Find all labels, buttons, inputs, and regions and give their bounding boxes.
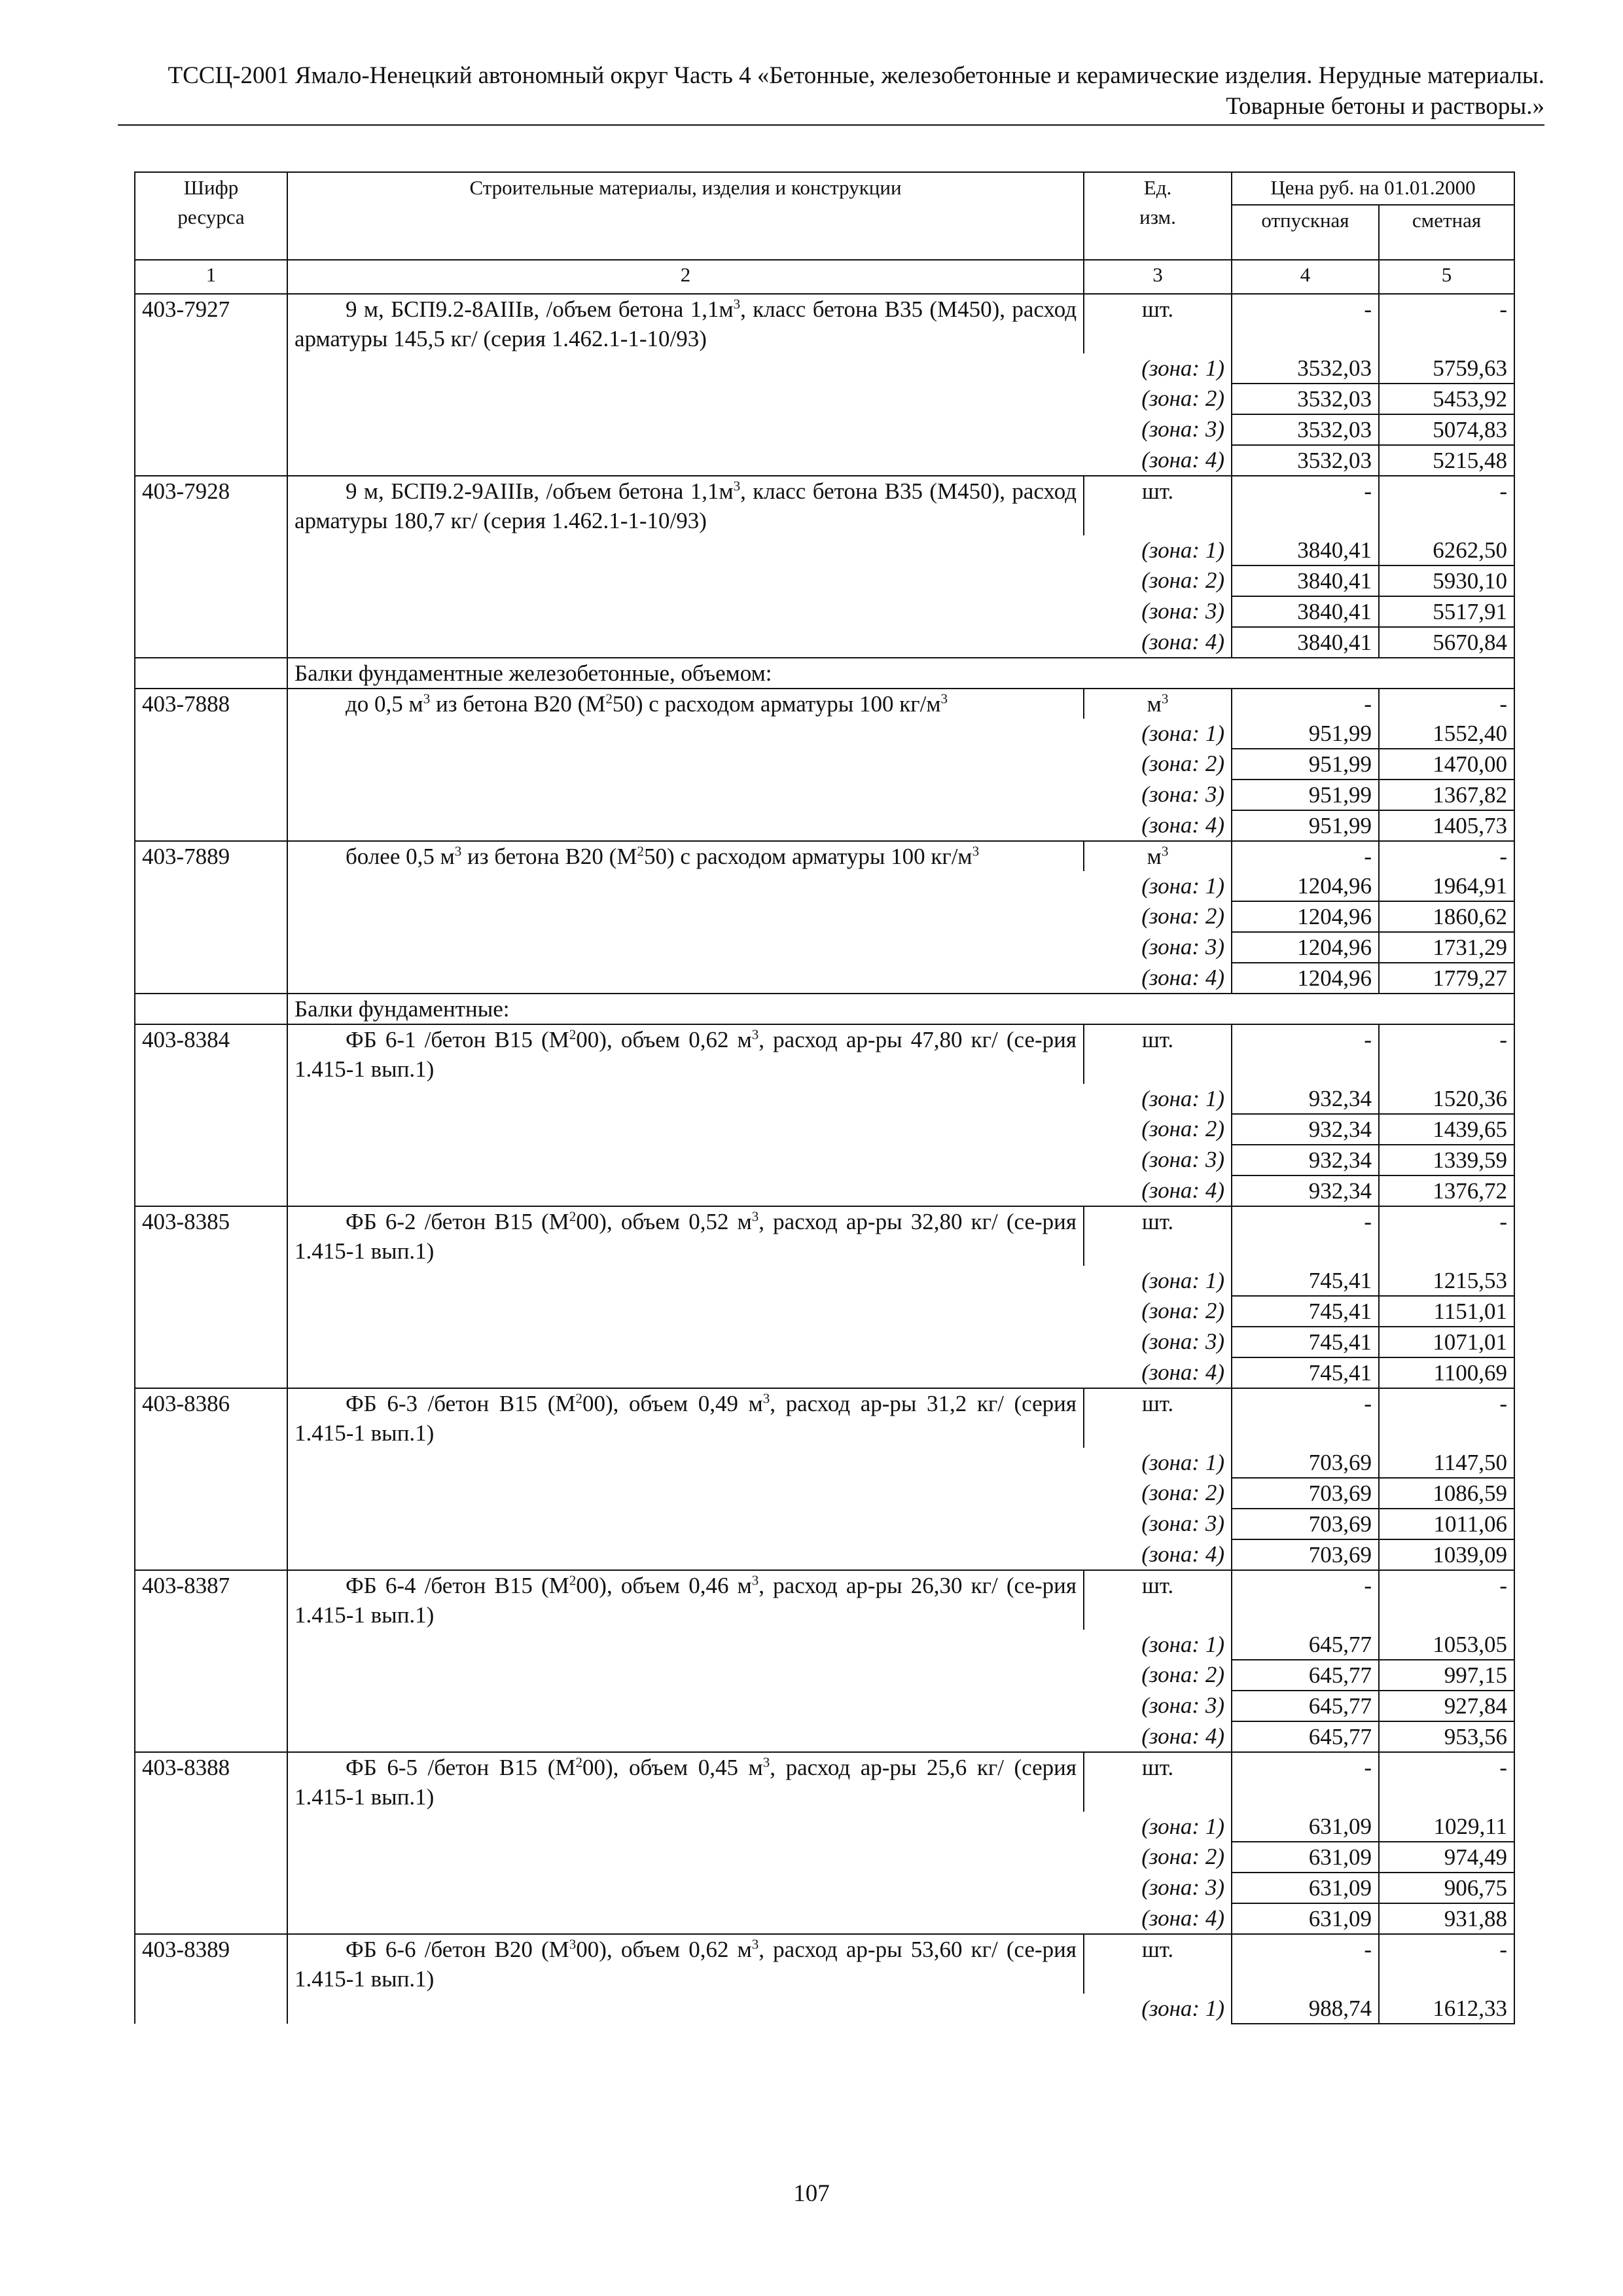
zone-row	[135, 1509, 1514, 1539]
zone-release-price: 3532,03	[1232, 353, 1379, 384]
item-description: ФБ 6-1 /бетон В15 $(М^200)$, объем 0,62 $м^3$, расход ар-ры 47,80 кг/ (се-рия 1.415-1 вып.1)	[287, 1024, 1084, 1084]
zone-label: (зона: 2)	[287, 749, 1232, 780]
table-row	[135, 476, 1514, 535]
col-header-release: отпускная	[1232, 205, 1379, 260]
estimate-price: -	[1379, 1570, 1514, 1630]
release-price: -	[1232, 1934, 1379, 1994]
zone-estimate-price: 927,84	[1379, 1691, 1514, 1721]
col-header-unit: Ед. изм.	[1084, 172, 1232, 260]
zone-estimate-price: 5759,63	[1379, 353, 1514, 384]
zone-label: (зона: 2)	[287, 1660, 1232, 1691]
zone-release-price: 951,99	[1232, 719, 1379, 749]
zone-label: (зона: 4)	[287, 627, 1232, 658]
estimate-price: -	[1379, 1206, 1514, 1266]
unit-cell: шт.	[1084, 1752, 1232, 1812]
zone-row	[135, 414, 1514, 445]
zone-label: (зона: 4)	[287, 963, 1232, 994]
zone-estimate-price: 953,56	[1379, 1721, 1514, 1752]
zone-release-price: 3840,41	[1232, 596, 1379, 627]
col-number: 2	[287, 260, 1084, 294]
zone-label: (зона: 4)	[287, 445, 1232, 476]
zone-row	[135, 780, 1514, 810]
zone-label: (зона: 4)	[287, 1539, 1232, 1570]
zone-label: (зона: 2)	[287, 1114, 1232, 1145]
zone-label: (зона: 3)	[287, 596, 1232, 627]
table-row	[135, 1752, 1514, 1812]
zone-label: (зона: 2)	[287, 384, 1232, 414]
header-line-2: Товарные бетоны и растворы.»	[1226, 93, 1544, 120]
col-header-price: Цена руб. на 01.01.2000	[1232, 172, 1514, 205]
zone-row	[135, 1812, 1514, 1842]
zone-release-price: 631,09	[1232, 1842, 1379, 1873]
zone-estimate-price: 6262,50	[1379, 535, 1514, 565]
zone-row	[135, 963, 1514, 994]
zone-row	[135, 565, 1514, 596]
release-price: -	[1232, 689, 1379, 719]
resource-code: 403-8384	[135, 1024, 287, 1206]
zone-row	[135, 1721, 1514, 1752]
table-row	[135, 1024, 1514, 1084]
zone-label: (зона: 3)	[287, 414, 1232, 445]
zone-release-price: 645,77	[1232, 1630, 1379, 1660]
release-price: -	[1232, 1024, 1379, 1084]
release-price: -	[1232, 1388, 1379, 1448]
zone-release-price: 645,77	[1232, 1721, 1379, 1752]
col-number: 1	[135, 260, 287, 294]
zone-label: (зона: 4)	[287, 1721, 1232, 1752]
zone-release-price: 932,34	[1232, 1114, 1379, 1145]
zone-row	[135, 1266, 1514, 1296]
table-header	[135, 172, 1514, 294]
zone-release-price: 1204,96	[1232, 871, 1379, 901]
running-header	[118, 60, 1544, 126]
zone-estimate-price: 1053,05	[1379, 1630, 1514, 1660]
zone-release-price: 1204,96	[1232, 963, 1379, 994]
zone-release-price: 631,09	[1232, 1903, 1379, 1934]
item-description: более 0,5 $м^3$ из бетона В20 $(М^250)$ с расходом арматуры 100 $кг/м^3$	[287, 841, 1084, 871]
zone-row	[135, 1842, 1514, 1873]
estimate-price: -	[1379, 294, 1514, 353]
zone-label: (зона: 2)	[287, 901, 1232, 932]
estimate-price: -	[1379, 1934, 1514, 1994]
zone-row	[135, 901, 1514, 932]
zone-estimate-price: 997,15	[1379, 1660, 1514, 1691]
zone-estimate-price: 1039,09	[1379, 1539, 1514, 1570]
price-table	[134, 171, 1515, 2024]
estimate-price: -	[1379, 689, 1514, 719]
release-price: -	[1232, 1752, 1379, 1812]
zone-label: (зона: 1)	[287, 1812, 1232, 1842]
table-row	[135, 1206, 1514, 1266]
zone-release-price: 703,69	[1232, 1539, 1379, 1570]
zone-release-price: 932,34	[1232, 1175, 1379, 1206]
zone-release-price: 3532,03	[1232, 414, 1379, 445]
zone-estimate-price: 906,75	[1379, 1873, 1514, 1903]
section-row	[135, 994, 1514, 1024]
zone-row	[135, 535, 1514, 565]
zone-estimate-price: 5517,91	[1379, 596, 1514, 627]
zone-release-price: 3840,41	[1232, 565, 1379, 596]
zone-release-price: 703,69	[1232, 1478, 1379, 1509]
item-description: 9 м, БСП9.2-9АIIIв, /объем бетона $1,1м^3$, класс бетона В35 (М450), расход арматуры 180,7 кг/ (серия 1.462.1-1-10/93)	[287, 476, 1084, 535]
zone-label: (зона: 4)	[287, 1357, 1232, 1388]
zone-estimate-price: 974,49	[1379, 1842, 1514, 1873]
zone-release-price: 1204,96	[1232, 901, 1379, 932]
zone-release-price: 645,77	[1232, 1660, 1379, 1691]
col-header-code: Шифр ресурса	[135, 172, 287, 260]
estimate-price: -	[1379, 1752, 1514, 1812]
zone-row	[135, 1691, 1514, 1721]
zone-label: (зона: 4)	[287, 1175, 1232, 1206]
zone-row	[135, 1357, 1514, 1388]
zone-estimate-price: 5930,10	[1379, 565, 1514, 596]
zone-row	[135, 445, 1514, 476]
col-header-name: Строительные материалы, изделия и конструкции	[287, 172, 1084, 260]
zone-row	[135, 719, 1514, 749]
resource-code: 403-7927	[135, 294, 287, 476]
release-price: -	[1232, 476, 1379, 535]
zone-row	[135, 749, 1514, 780]
col-number: 3	[1084, 260, 1232, 294]
zone-release-price: 3840,41	[1232, 535, 1379, 565]
release-price: -	[1232, 1570, 1379, 1630]
unit-cell: шт.	[1084, 1570, 1232, 1630]
zone-label: (зона: 3)	[287, 1691, 1232, 1721]
zone-row	[135, 596, 1514, 627]
zone-estimate-price: 1612,33	[1379, 1994, 1514, 2024]
zone-estimate-price: 1011,06	[1379, 1509, 1514, 1539]
unit-cell: $м^3$	[1084, 841, 1232, 871]
release-price: -	[1232, 841, 1379, 871]
zone-release-price: 745,41	[1232, 1357, 1379, 1388]
table-body	[135, 294, 1514, 2024]
zone-row	[135, 627, 1514, 658]
zone-release-price: 951,99	[1232, 780, 1379, 810]
zone-row	[135, 384, 1514, 414]
item-description: 9 м, БСП9.2-8АIIIв, /объем бетона $1,1м^3$, класс бетона В35 (М450), расход арматуры 145,5 кг/ (серия 1.462.1-1-10/93)	[287, 294, 1084, 353]
zone-label: (зона: 3)	[287, 1145, 1232, 1175]
zone-release-price: 932,34	[1232, 1084, 1379, 1114]
zone-estimate-price: 1520,36	[1379, 1084, 1514, 1114]
zone-release-price: 3840,41	[1232, 627, 1379, 658]
zone-estimate-price: 1731,29	[1379, 932, 1514, 963]
zone-estimate-price: 931,88	[1379, 1903, 1514, 1934]
release-price: -	[1232, 1206, 1379, 1266]
page-number: 107	[793, 2180, 830, 2207]
zone-estimate-price: 1470,00	[1379, 749, 1514, 780]
resource-code: 403-8388	[135, 1752, 287, 1934]
zone-label: (зона: 2)	[287, 1478, 1232, 1509]
header-line-1: ТССЦ-2001 Ямало-Ненецкий автономный округ Часть 4 «Бетонные, железобетонные и керамические изделия. Нерудные материалы.	[168, 62, 1544, 89]
unit-cell: шт.	[1084, 1934, 1232, 1994]
zone-estimate-price: 1964,91	[1379, 871, 1514, 901]
item-description: ФБ 6-5 /бетон В15 $(М^200)$, объем 0,45 $м^3$, расход ар-ры 25,6 кг/ (серия 1.415-1 вып.1)	[287, 1752, 1084, 1812]
zone-label: (зона: 3)	[287, 780, 1232, 810]
zone-estimate-price: 1100,69	[1379, 1357, 1514, 1388]
zone-label: (зона: 3)	[287, 932, 1232, 963]
item-description: ФБ 6-4 /бетон В15 $(М^200)$, объем 0,46 $м^3$, расход ар-ры 26,30 кг/ (се-рия 1.415-1 вып.1)	[287, 1570, 1084, 1630]
zone-row	[135, 1478, 1514, 1509]
resource-code: 403-7888	[135, 689, 287, 841]
zone-row	[135, 932, 1514, 963]
col-number: 4	[1232, 260, 1379, 294]
zone-release-price: 745,41	[1232, 1296, 1379, 1327]
section-code-cell	[135, 658, 287, 689]
zone-label: (зона: 1)	[287, 535, 1232, 565]
zone-release-price: 645,77	[1232, 1691, 1379, 1721]
zone-estimate-price: 1147,50	[1379, 1448, 1514, 1478]
estimate-price: -	[1379, 841, 1514, 871]
col-number: 5	[1379, 260, 1514, 294]
zone-estimate-price: 1376,72	[1379, 1175, 1514, 1206]
zone-label: (зона: 2)	[287, 565, 1232, 596]
col-header-estimate: сметная	[1379, 205, 1514, 260]
zone-label: (зона: 3)	[287, 1327, 1232, 1357]
zone-label: (зона: 2)	[287, 1296, 1232, 1327]
zone-row	[135, 1327, 1514, 1357]
zone-release-price: 3532,03	[1232, 445, 1379, 476]
zone-row	[135, 1296, 1514, 1327]
zone-row	[135, 1175, 1514, 1206]
table-row	[135, 294, 1514, 353]
estimate-price: -	[1379, 1388, 1514, 1448]
zone-release-price: 631,09	[1232, 1873, 1379, 1903]
zone-estimate-price: 1029,11	[1379, 1812, 1514, 1842]
zone-estimate-price: 1086,59	[1379, 1478, 1514, 1509]
resource-code: 403-8387	[135, 1570, 287, 1752]
zone-label: (зона: 4)	[287, 810, 1232, 841]
zone-estimate-price: 5215,48	[1379, 445, 1514, 476]
table-row	[135, 1934, 1514, 1994]
zone-row	[135, 1873, 1514, 1903]
estimate-price: -	[1379, 1024, 1514, 1084]
resource-code: 403-8385	[135, 1206, 287, 1388]
table-row	[135, 1570, 1514, 1630]
zone-release-price: 932,34	[1232, 1145, 1379, 1175]
zone-estimate-price: 1779,27	[1379, 963, 1514, 994]
zone-estimate-price: 1860,62	[1379, 901, 1514, 932]
item-description: до 0,5 $м^3$ из бетона В20 $(М^250)$ с расходом арматуры 100 $кг/м^3$	[287, 689, 1084, 719]
zone-row	[135, 1903, 1514, 1934]
table-row	[135, 689, 1514, 719]
zone-estimate-price: 1151,01	[1379, 1296, 1514, 1327]
zone-row	[135, 1145, 1514, 1175]
zone-estimate-price: 1405,73	[1379, 810, 1514, 841]
zone-label: (зона: 1)	[287, 1448, 1232, 1478]
unit-cell: шт.	[1084, 1388, 1232, 1448]
zone-row	[135, 1630, 1514, 1660]
zone-label: (зона: 3)	[287, 1509, 1232, 1539]
zone-row	[135, 1084, 1514, 1114]
zone-label: (зона: 1)	[287, 871, 1232, 901]
zone-release-price: 745,41	[1232, 1327, 1379, 1357]
zone-release-price: 1204,96	[1232, 932, 1379, 963]
zone-row	[135, 1114, 1514, 1145]
zone-release-price: 951,99	[1232, 749, 1379, 780]
resource-code: 403-7928	[135, 476, 287, 658]
zone-estimate-price: 1215,53	[1379, 1266, 1514, 1296]
zone-label: (зона: 1)	[287, 353, 1232, 384]
zone-row	[135, 1539, 1514, 1570]
zone-estimate-price: 5670,84	[1379, 627, 1514, 658]
zone-release-price: 3532,03	[1232, 384, 1379, 414]
zone-label: (зона: 1)	[287, 719, 1232, 749]
item-description: ФБ 6-6 /бетон В20 $(М^300)$, объем 0,62 $м^3$, расход ар-ры 53,60 кг/ (се-рия 1.415-1 вып.1)	[287, 1934, 1084, 1994]
resource-code: 403-7889	[135, 841, 287, 994]
zone-row	[135, 1660, 1514, 1691]
resource-code: 403-8389	[135, 1934, 287, 2024]
zone-release-price: 703,69	[1232, 1448, 1379, 1478]
unit-cell: шт.	[1084, 476, 1232, 535]
zone-estimate-price: 1439,65	[1379, 1114, 1514, 1145]
zone-estimate-price: 5074,83	[1379, 414, 1514, 445]
zone-row	[135, 871, 1514, 901]
unit-cell: $м^3$	[1084, 689, 1232, 719]
zone-label: (зона: 1)	[287, 1630, 1232, 1660]
zone-estimate-price: 1552,40	[1379, 719, 1514, 749]
zone-release-price: 951,99	[1232, 810, 1379, 841]
unit-cell: шт.	[1084, 1206, 1232, 1266]
zone-label: (зона: 3)	[287, 1873, 1232, 1903]
estimate-price: -	[1379, 476, 1514, 535]
zone-label: (зона: 2)	[287, 1842, 1232, 1873]
table-row	[135, 1388, 1514, 1448]
unit-cell: шт.	[1084, 294, 1232, 353]
zone-release-price: 745,41	[1232, 1266, 1379, 1296]
section-row	[135, 658, 1514, 689]
section-title: Балки фундаментные железобетонные, объемом:	[287, 658, 1514, 689]
zone-row	[135, 810, 1514, 841]
item-description: ФБ 6-2 /бетон В15 $(М^200)$, объем 0,52 $м^3$, расход ар-ры 32,80 кг/ (се-рия 1.415-1 вып.1)	[287, 1206, 1084, 1266]
zone-release-price: 631,09	[1232, 1812, 1379, 1842]
zone-estimate-price: 5453,92	[1379, 384, 1514, 414]
zone-label: (зона: 4)	[287, 1903, 1232, 1934]
zone-label: (зона: 1)	[287, 1266, 1232, 1296]
item-description: ФБ 6-3 /бетон В15 $(М^200)$, объем 0,49 $м^3$, расход ар-ры 31,2 кг/ (серия 1.415-1 вып.1)	[287, 1388, 1084, 1448]
zone-row	[135, 353, 1514, 384]
table-row	[135, 841, 1514, 871]
zone-row	[135, 1448, 1514, 1478]
zone-estimate-price: 1367,82	[1379, 780, 1514, 810]
zone-label: (зона: 1)	[287, 1084, 1232, 1114]
unit-cell: шт.	[1084, 1024, 1232, 1084]
zone-estimate-price: 1339,59	[1379, 1145, 1514, 1175]
zone-release-price: 703,69	[1232, 1509, 1379, 1539]
resource-code: 403-8386	[135, 1388, 287, 1570]
zone-estimate-price: 1071,01	[1379, 1327, 1514, 1357]
release-price: -	[1232, 294, 1379, 353]
zone-row	[135, 1994, 1514, 2024]
zone-label: (зона: 1)	[287, 1994, 1232, 2024]
zone-release-price: 988,74	[1232, 1994, 1379, 2024]
section-code-cell	[135, 994, 287, 1024]
section-title: Балки фундаментные:	[287, 994, 1514, 1024]
